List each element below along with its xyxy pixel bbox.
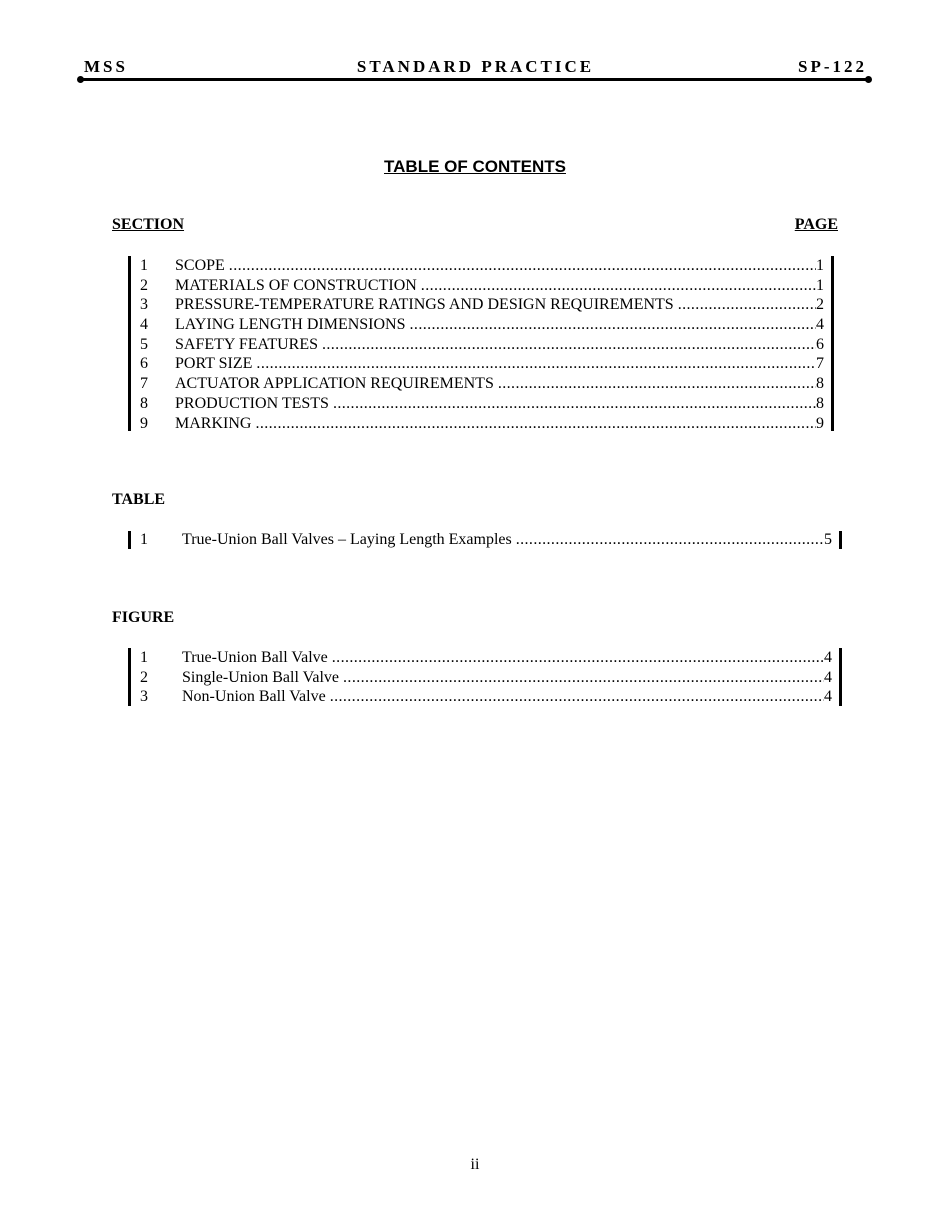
section-title: PRODUCTION TESTS bbox=[175, 394, 329, 412]
section-title: LAYING LENGTH DIMENSIONS bbox=[175, 316, 406, 334]
dot-leader bbox=[516, 530, 824, 550]
list-item[interactable] bbox=[140, 276, 824, 296]
section-title: PRESSURE-TEMPERATURE RATINGS AND DESIGN REQUIREMENTS bbox=[175, 296, 674, 314]
page-number: 8 bbox=[816, 394, 824, 412]
page-number: 6 bbox=[816, 335, 824, 353]
figure-heading: FIGURE bbox=[112, 609, 175, 626]
section-number: 9 bbox=[140, 414, 148, 432]
page-column-heading: PAGE bbox=[794, 216, 838, 233]
page-title: TABLE OF CONTENTS bbox=[384, 157, 566, 176]
list-item[interactable] bbox=[140, 530, 832, 550]
section-title: PORT SIZE bbox=[175, 355, 253, 373]
section-number: 6 bbox=[140, 355, 148, 373]
section-list bbox=[140, 256, 824, 433]
section-change-bar-left bbox=[128, 256, 131, 431]
dot-leader bbox=[498, 374, 816, 394]
section-title: SAFETY FEATURES bbox=[175, 335, 318, 353]
figure-list bbox=[140, 648, 832, 707]
figure-number: 2 bbox=[140, 668, 148, 686]
dot-leader bbox=[410, 315, 816, 335]
figure-title: Non-Union Ball Valve bbox=[182, 688, 326, 706]
header-rule bbox=[80, 78, 869, 81]
section-number: 2 bbox=[140, 276, 148, 294]
section-title: SCOPE bbox=[175, 257, 225, 274]
section-title: MARKING bbox=[175, 414, 252, 432]
footer-page-number: ii bbox=[470, 1156, 480, 1173]
page-number: 4 bbox=[816, 316, 824, 334]
page-number: 4 bbox=[824, 649, 832, 666]
header-rule-left-dot bbox=[77, 76, 84, 83]
list-item[interactable] bbox=[140, 315, 824, 335]
list-item[interactable] bbox=[140, 335, 824, 355]
table-heading: TABLE bbox=[112, 491, 166, 508]
page-number: 7 bbox=[816, 355, 824, 373]
page-number: 1 bbox=[816, 276, 824, 294]
page-number: 9 bbox=[816, 414, 824, 432]
table-title: True-Union Ball Valves – Laying Length Examples bbox=[182, 531, 512, 548]
table-number: 1 bbox=[140, 531, 148, 548]
dot-leader bbox=[421, 276, 816, 296]
list-item[interactable] bbox=[140, 687, 832, 707]
page-number: 2 bbox=[816, 296, 824, 314]
section-number: 7 bbox=[140, 375, 148, 393]
figure-number: 3 bbox=[140, 688, 148, 706]
list-item[interactable] bbox=[140, 414, 824, 434]
dot-leader bbox=[332, 648, 824, 668]
list-item[interactable] bbox=[140, 256, 824, 276]
dot-leader bbox=[229, 256, 816, 276]
dot-leader bbox=[256, 354, 816, 374]
table-change-bar-left bbox=[128, 531, 131, 549]
table-list bbox=[140, 530, 832, 550]
page-number: 8 bbox=[816, 375, 824, 393]
dot-leader bbox=[322, 335, 816, 355]
figure-title: True-Union Ball Valve bbox=[182, 649, 328, 666]
header-rule-right-dot bbox=[865, 76, 872, 83]
list-item[interactable] bbox=[140, 668, 832, 688]
list-item[interactable] bbox=[140, 374, 824, 394]
list-item[interactable] bbox=[140, 394, 824, 414]
header-org: MSS bbox=[84, 57, 128, 76]
list-item[interactable] bbox=[140, 295, 824, 315]
dot-leader bbox=[343, 668, 824, 688]
section-number: 1 bbox=[140, 257, 148, 274]
page-number: 1 bbox=[816, 257, 824, 274]
dot-leader bbox=[678, 295, 816, 315]
list-item[interactable] bbox=[140, 648, 832, 668]
dot-leader bbox=[255, 414, 816, 434]
section-column-heading: SECTION bbox=[112, 216, 185, 233]
page-number: 5 bbox=[824, 531, 832, 548]
section-title: MATERIALS OF CONSTRUCTION bbox=[175, 276, 417, 294]
figure-number: 1 bbox=[140, 649, 148, 666]
dot-leader bbox=[333, 394, 816, 414]
list-item[interactable] bbox=[140, 354, 824, 374]
section-title: ACTUATOR APPLICATION REQUIREMENTS bbox=[175, 375, 494, 393]
section-number: 5 bbox=[140, 335, 148, 353]
section-number: 8 bbox=[140, 394, 148, 412]
page-number: 4 bbox=[824, 668, 832, 686]
section-change-bar-right bbox=[831, 256, 834, 431]
figure-change-bar-right bbox=[839, 648, 842, 706]
header-doc-type: STANDARD PRACTICE bbox=[356, 57, 595, 76]
page-number: 4 bbox=[824, 688, 832, 706]
figure-title: Single-Union Ball Valve bbox=[182, 668, 340, 686]
table-change-bar-right bbox=[839, 531, 842, 549]
figure-change-bar-left bbox=[128, 648, 131, 706]
running-header bbox=[84, 57, 867, 79]
dot-leader bbox=[330, 687, 824, 707]
section-number: 4 bbox=[140, 316, 148, 334]
header-doc-number: SP-122 bbox=[798, 57, 867, 76]
section-number: 3 bbox=[140, 296, 148, 314]
